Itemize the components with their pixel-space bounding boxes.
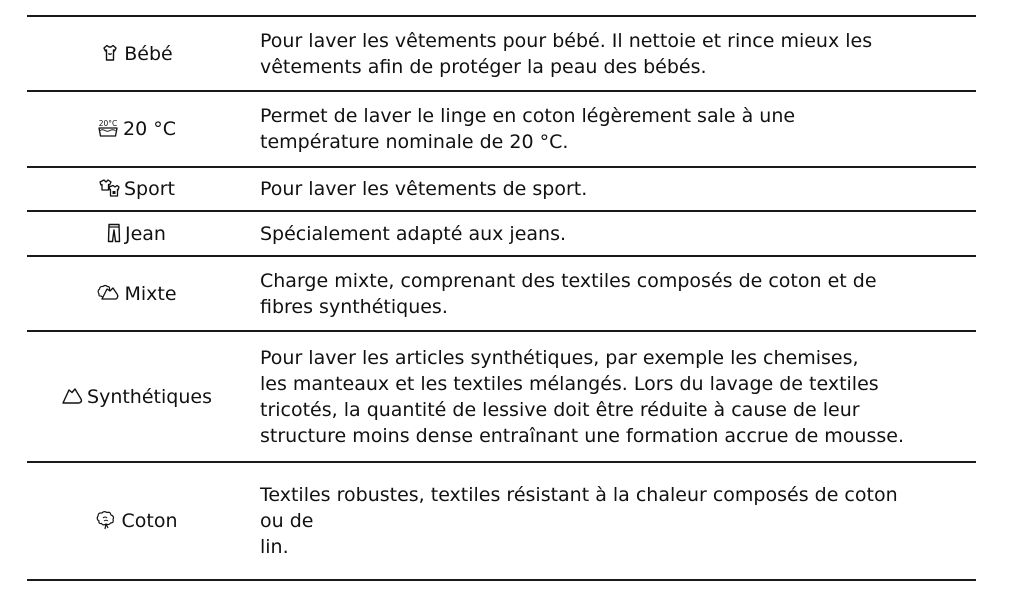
program-name: Bébé	[124, 42, 173, 65]
table-row	[27, 167, 976, 211]
program-description-cell	[246, 256, 976, 331]
cotton-icon	[95, 510, 117, 530]
description-line: Pour laver les vêtements pour bébé. Il nettoie et rince mieux les	[260, 29, 873, 52]
description-line: Charge mixte, comprenant des textiles composés de coton et de	[260, 269, 877, 292]
program-name-cell	[27, 167, 246, 211]
program-name: Coton	[121, 510, 178, 532]
description-line: lin.	[260, 536, 289, 558]
synthetic-icon	[61, 386, 83, 406]
wash-20c-icon	[97, 118, 119, 138]
program-name-cell	[27, 256, 246, 331]
program-name-cell	[27, 91, 246, 167]
description-line: Spécialement adapté aux jeans.	[260, 222, 567, 245]
program-description-cell	[246, 91, 976, 167]
wash-programs-table	[27, 15, 976, 581]
mixed-fabric-icon	[96, 283, 120, 303]
program-name: Mixte	[124, 282, 177, 305]
program-name: 20 °C	[123, 118, 176, 140]
table-row	[27, 211, 976, 256]
description-line: ou de	[260, 510, 314, 532]
program-description-cell	[246, 167, 976, 211]
program-name-cell	[27, 211, 246, 256]
description-line: Permet de laver le linge en coton légèrement sale à une	[260, 105, 796, 127]
jeans-icon	[107, 223, 121, 243]
program-name-cell	[27, 331, 246, 462]
program-description-cell	[246, 211, 976, 256]
program-name: Jean	[125, 222, 166, 245]
program-name: Synthétiques	[87, 385, 212, 408]
table-row	[27, 16, 976, 91]
program-name-cell	[27, 462, 246, 580]
program-name: Sport	[123, 178, 175, 200]
program-name-cell	[27, 16, 246, 91]
description-line: tricotés, la quantité de lessive doit être réduite à cause de leur	[260, 398, 860, 421]
sport-shirt-icon	[98, 178, 120, 198]
description-line: fibres synthétiques.	[260, 295, 448, 318]
table-row	[27, 331, 976, 462]
program-description-cell	[246, 16, 976, 91]
table-row	[27, 256, 976, 331]
description-line: les manteaux et les textiles mélangés. Lors du lavage de textiles	[260, 372, 879, 395]
table-row	[27, 91, 976, 167]
description-line: température nominale de 20 °C.	[260, 131, 569, 153]
description-line: Pour laver les vêtements de sport.	[260, 178, 588, 200]
description-line: vêtements afin de protéger la peau des bébés.	[260, 55, 707, 78]
description-line: Textiles robustes, textiles résistant à la chaleur composés de coton	[260, 484, 898, 506]
program-description-cell	[246, 331, 976, 462]
program-description-cell	[246, 462, 976, 580]
wash-20c-icon-label: 20°C	[98, 119, 118, 128]
description-line: Pour laver les articles synthétiques, par exemple les chemises,	[260, 346, 859, 369]
description-line: structure moins dense entraînant une formation accrue de mousse.	[260, 424, 905, 447]
table-row	[27, 462, 976, 580]
baby-shirt-icon	[100, 43, 120, 63]
